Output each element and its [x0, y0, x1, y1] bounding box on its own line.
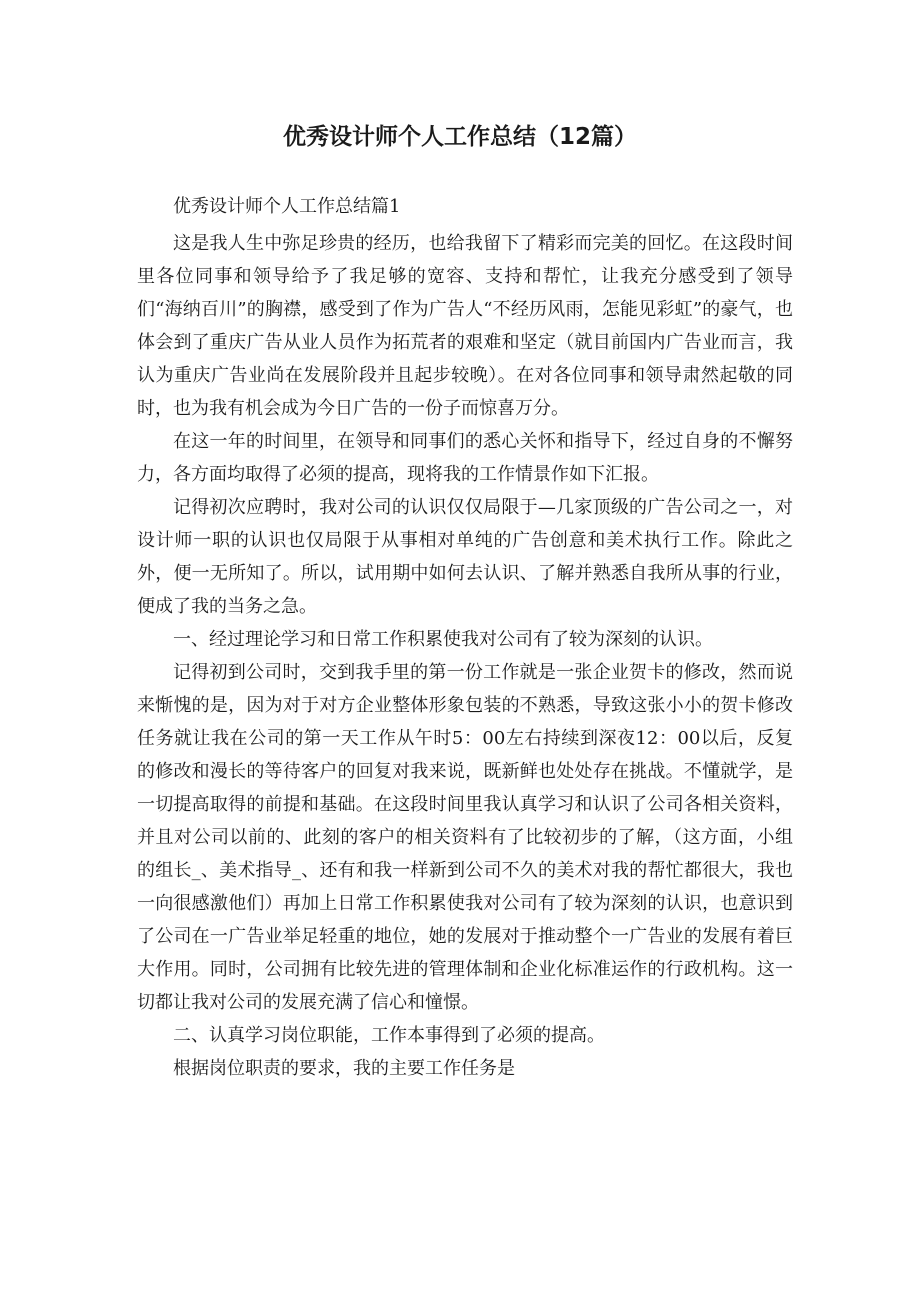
paragraph-3: 记得初次应聘时，我对公司的认识仅仅局限于—几家顶级的广告公司之一，对设计师一职的认识也仅局限于从事相对单纯的广告创意和美术执行工作。除此之外，便一无所知了。所以，试用期中如何去认识、了解并熟悉自我所从事的行业，便成了我的当务之急。	[137, 497, 793, 617]
subheading-1: 一、经过理论学习和日常工作积累使我对公司有了较为深刻的认识。	[173, 629, 713, 650]
paragraph-2: 在这一年的时间里，在领导和同事们的悉心关怀和指导下，经过自身的不懈努力，各方面均取得了必须的提高，现将我的工作情景作如下汇报。	[137, 431, 793, 485]
paragraph-1: 这是我人生中弥足珍贵的经历，也给我留下了精彩而完美的回忆。在这段时间里各位同事和领导给予了我足够的宽容、支持和帮忙，让我充分感受到了领导们“海纳百川”的胸襟，感受到了作为广告人“不经历风雨，怎能见彩虹”的豪气，也体会到了重庆广告从业人员作为拓荒者的艰难和坚定（就目前国内广告业而言，我认为重庆广告业尚在发展阶段并且起步较晚）。在对各位同事和领导肃然起敬的同时，也为我有机会成为今日广告的一份子而惊喜万分。	[137, 233, 793, 419]
document-title: 优秀设计师个人工作总结（12篇）	[282, 124, 637, 150]
subheading-2: 二、认真学习岗位职能，工作本事得到了必须的提高。	[173, 1025, 605, 1046]
paragraph-5: 根据岗位职责的要求，我的主要工作任务是	[173, 1058, 515, 1079]
paragraph-4: 记得初到公司时，交到我手里的第一份工作就是一张企业贺卡的修改，然而说来惭愧的是，因为对于对方企业整体形象包装的不熟悉，导致这张小小的贺卡修改任务就让我在公司的第一天工作从午时5：00左右持续到深夜12：00以后，反复的修改和漫长的等待客户的回复对我来说，既新鲜也处处存在挑战。不懂就学，是一切提高取得的前提和基础。在这段时间里我认真学习和认识了公司各相关资料，并且对公司以前的、此刻的客户的相关资料有了比较初步的了解，（这方面，小组的组长_、美术指导_、还有和我一样新到公司不久的美术对我的帮忙都很大，我也一向很感激他们）再加上日常工作积累使我对公司有了较为深刻的认识，也意识到了公司在一广告业举足轻重的地位，她的发展对于推动整个一广告业的发展有着巨大作用。同时，公司拥有比较先进的管理体制和企业化标准运作的行政机构。这一切都让我对公司的发展充满了信心和憧憬。	[137, 662, 793, 1013]
section-title: 优秀设计师个人工作总结篇1	[173, 196, 401, 217]
document-body	[137, 190, 793, 1085]
